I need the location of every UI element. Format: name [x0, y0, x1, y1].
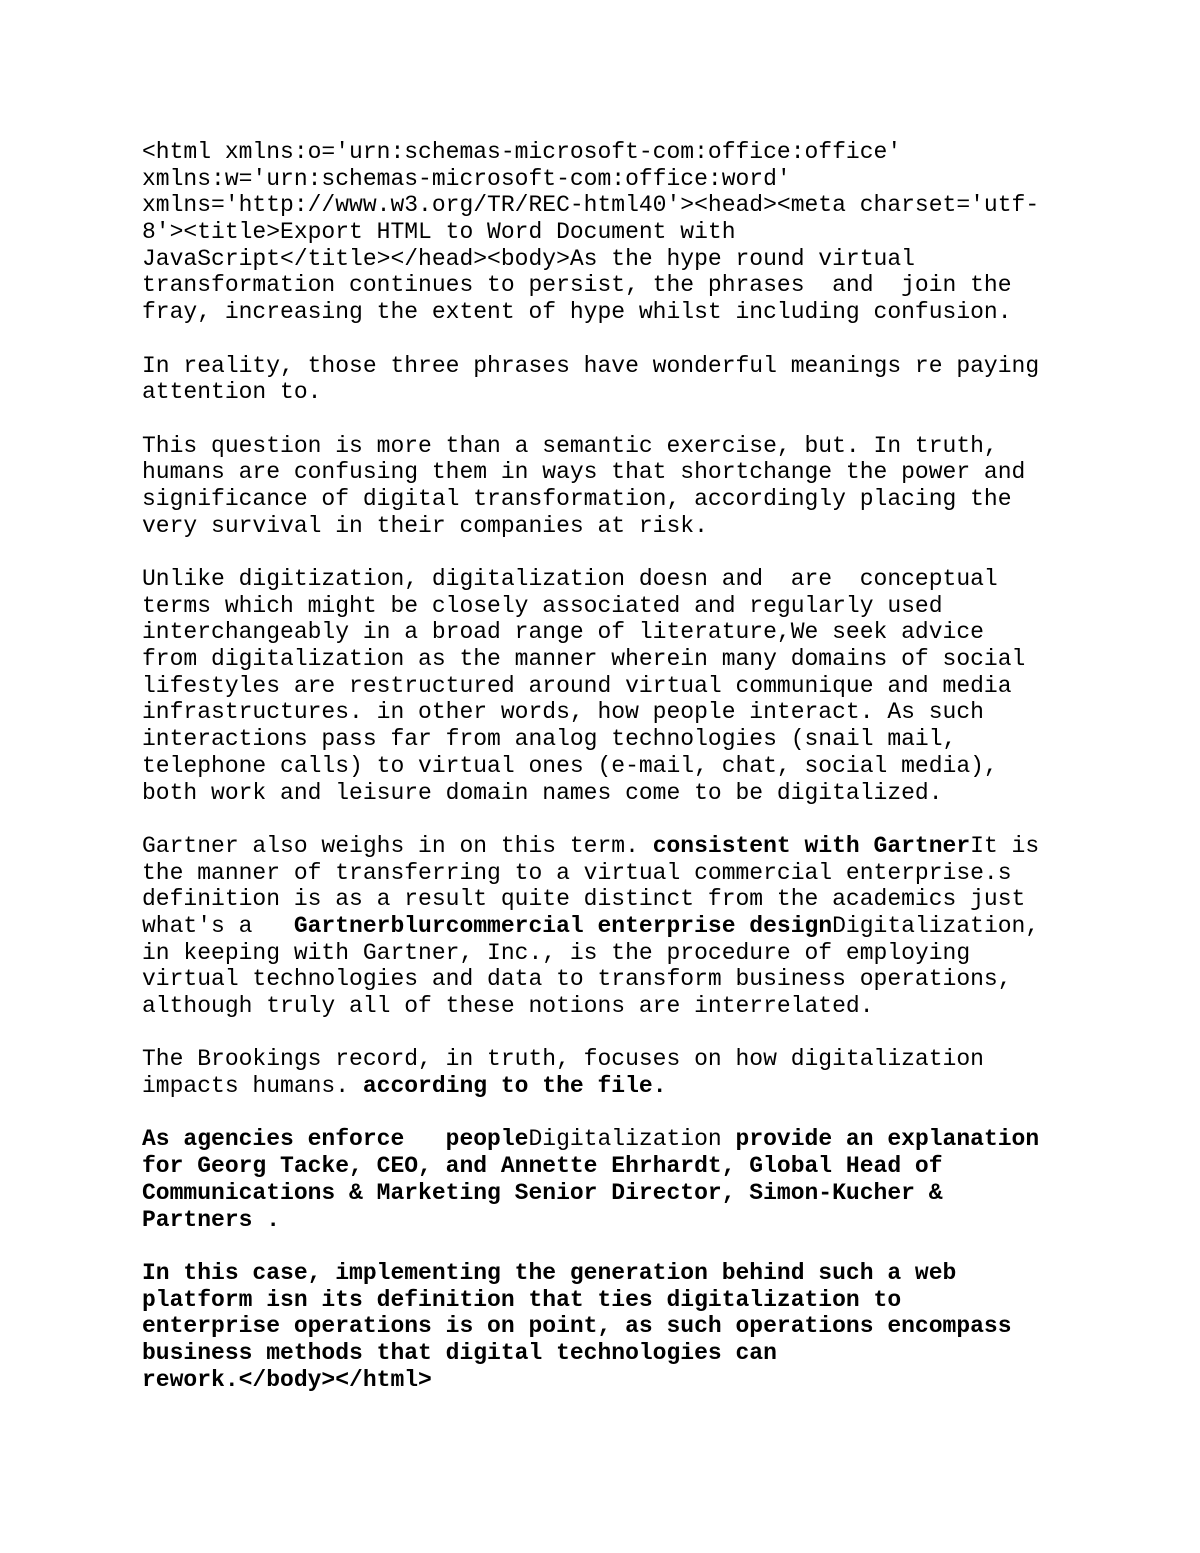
- text-line: [142, 993, 1072, 1020]
- text-run: xmlns='http://www.w3.org/TR/REC-html40'><head><meta charset='utf-: [142, 192, 1040, 219]
- text-run: although truly all of these notions are interrelated.: [142, 993, 874, 1019]
- text-line: [142, 619, 1072, 646]
- text-run: both work and leisure domain names come to be digitalized.: [142, 779, 943, 806]
- text-line: [142, 1313, 1072, 1340]
- paragraph: [142, 433, 1072, 540]
- text-run: interchangeably in a broad range of literature,We seek advice: [142, 619, 984, 646]
- bold-text-run: enterprise operations is on point, as such operations encompass: [142, 1313, 1012, 1340]
- paragraph: [142, 566, 1072, 806]
- paragraph-gap: [142, 406, 1072, 433]
- text-run: fray, increasing the extent of hype whilst including confusion.: [142, 299, 1012, 326]
- bold-text-run: consistent with Gartner: [652, 832, 971, 859]
- text-line: [142, 699, 1072, 726]
- text-line: [142, 353, 1072, 380]
- text-run: <html xmlns:o='urn:schemas-microsoft-com:office:office': [142, 139, 902, 165]
- text-line: [142, 459, 1072, 486]
- text-line: [142, 299, 1072, 326]
- bold-text-run: according to the file.: [362, 1073, 667, 1100]
- text-line: [142, 1153, 1072, 1180]
- text-run: It is: [970, 832, 1040, 859]
- text-line: [142, 486, 1072, 513]
- text-run: Unlike digitization, digitalization doesn and are conceptual: [142, 566, 998, 592]
- text-line: [142, 433, 1072, 460]
- text-line: [142, 966, 1072, 993]
- paragraph: [142, 139, 1072, 326]
- text-line: [142, 753, 1072, 780]
- text-line: [142, 379, 1072, 406]
- text-run: from digitalization as the manner wherein many domains of social: [142, 646, 1026, 673]
- text-line: [142, 513, 1072, 540]
- text-run: transformation continues to persist, the phrases and join the: [142, 272, 1012, 299]
- text-run: Gartner also weighs in on this term.: [142, 832, 653, 859]
- text-run: humans are confusing them in ways that shortchange the power and: [142, 459, 1026, 486]
- text-run: In reality, those three phrases have wonderful meanings re paying: [142, 352, 1040, 379]
- bold-text-run: for Georg Tacke, CEO, and Annette Ehrhardt, Global Head of: [142, 1153, 943, 1180]
- bold-text-run: In this case, implementing the generation behind such a web: [142, 1259, 957, 1286]
- text-line: [142, 833, 1072, 860]
- text-line: [142, 272, 1072, 299]
- text-run: what's a: [142, 912, 294, 939]
- paragraph-gap: [142, 1020, 1072, 1047]
- text-line: [142, 593, 1072, 620]
- text-line: [142, 726, 1072, 753]
- text-run: definition is as a result quite distinct from the academics just: [142, 886, 1026, 913]
- text-line: [142, 913, 1072, 940]
- bold-text-run: Communications & Marketing Senior Director, Simon-Kucher &: [142, 1179, 943, 1206]
- text-run: xmlns:w='urn:schemas-microsoft-com:office:word': [142, 165, 791, 192]
- bold-text-run: Partners .: [142, 1206, 281, 1233]
- text-line: [142, 646, 1072, 673]
- text-run: The Brookings record, in truth, focuses on how digitalization: [142, 1046, 984, 1073]
- text-run: significance of digital transformation, accordingly placing the: [142, 485, 1012, 512]
- bold-text-run: platform isn its definition that ties digitalization to: [142, 1286, 902, 1313]
- text-line: [142, 780, 1072, 807]
- text-line: [142, 1367, 1072, 1394]
- text-line: [142, 1046, 1072, 1073]
- paragraph: [142, 1046, 1072, 1099]
- text-run: 8'><title>Export HTML to Word Document with: [142, 219, 736, 246]
- text-run: very survival in their companies at risk.: [142, 512, 708, 539]
- text-line: [142, 1207, 1072, 1234]
- text-line: [142, 860, 1072, 887]
- text-run: impacts humans.: [142, 1073, 363, 1100]
- bold-text-run: business methods that digital technologies can: [142, 1339, 777, 1366]
- paragraph-gap: [142, 326, 1072, 353]
- text-run: Digitalization,: [832, 912, 1040, 939]
- bold-text-run: Gartnerblurcommercial enterprise design: [293, 912, 833, 939]
- paragraph: [142, 1126, 1072, 1233]
- text-line: [142, 1260, 1072, 1287]
- text-run: This question is more than a semantic exercise, but. In truth,: [142, 432, 998, 459]
- paragraph-gap: [142, 539, 1072, 566]
- text-line: [142, 940, 1072, 967]
- paragraph: [142, 353, 1072, 406]
- text-line: [142, 246, 1072, 273]
- text-line: [142, 1287, 1072, 1314]
- text-line: [142, 1340, 1072, 1367]
- text-run: terms which might be closely associated and regularly used: [142, 592, 943, 619]
- bold-text-run: rework.</body></html>: [142, 1366, 432, 1393]
- bold-text-run: As agencies enforce people: [142, 1126, 529, 1153]
- paragraph: [142, 1260, 1072, 1393]
- paragraph-gap: [142, 1233, 1072, 1260]
- text-run: lifestyles are restructured around virtual communique and media: [142, 672, 1012, 699]
- text-line: [142, 566, 1072, 593]
- text-run: JavaScript</title></head><body>As the hype round virtual: [142, 245, 915, 272]
- text-run: interactions pass far from analog technologies (snail mail,: [142, 726, 957, 753]
- text-run: attention to.: [142, 379, 322, 406]
- text-line: [142, 1073, 1072, 1100]
- text-line: [142, 1180, 1072, 1207]
- text-line: [142, 886, 1072, 913]
- text-line: [142, 139, 1072, 166]
- text-line: [142, 166, 1072, 193]
- text-run: in keeping with Gartner, Inc., is the procedure of employing: [142, 939, 971, 966]
- paragraph-gap: [142, 806, 1072, 833]
- paragraph-gap: [142, 1100, 1072, 1127]
- text-line: [142, 192, 1072, 219]
- text-run: telephone calls) to virtual ones (e-mail, chat, social media),: [142, 752, 998, 779]
- paragraph: [142, 833, 1072, 1020]
- text-line: [142, 219, 1072, 246]
- bold-text-run: provide an explanation: [735, 1126, 1040, 1153]
- text-run: virtual technologies and data to transform business operations,: [142, 966, 1012, 993]
- text-run: infrastructures. in other words, how people interact. As such: [142, 699, 984, 726]
- document-page: [142, 139, 1072, 1393]
- text-line: [142, 673, 1072, 700]
- text-line: [142, 1126, 1072, 1153]
- text-run: the manner of transferring to a virtual commercial enterprise.s: [142, 859, 1012, 886]
- text-run: Digitalization: [528, 1126, 736, 1153]
